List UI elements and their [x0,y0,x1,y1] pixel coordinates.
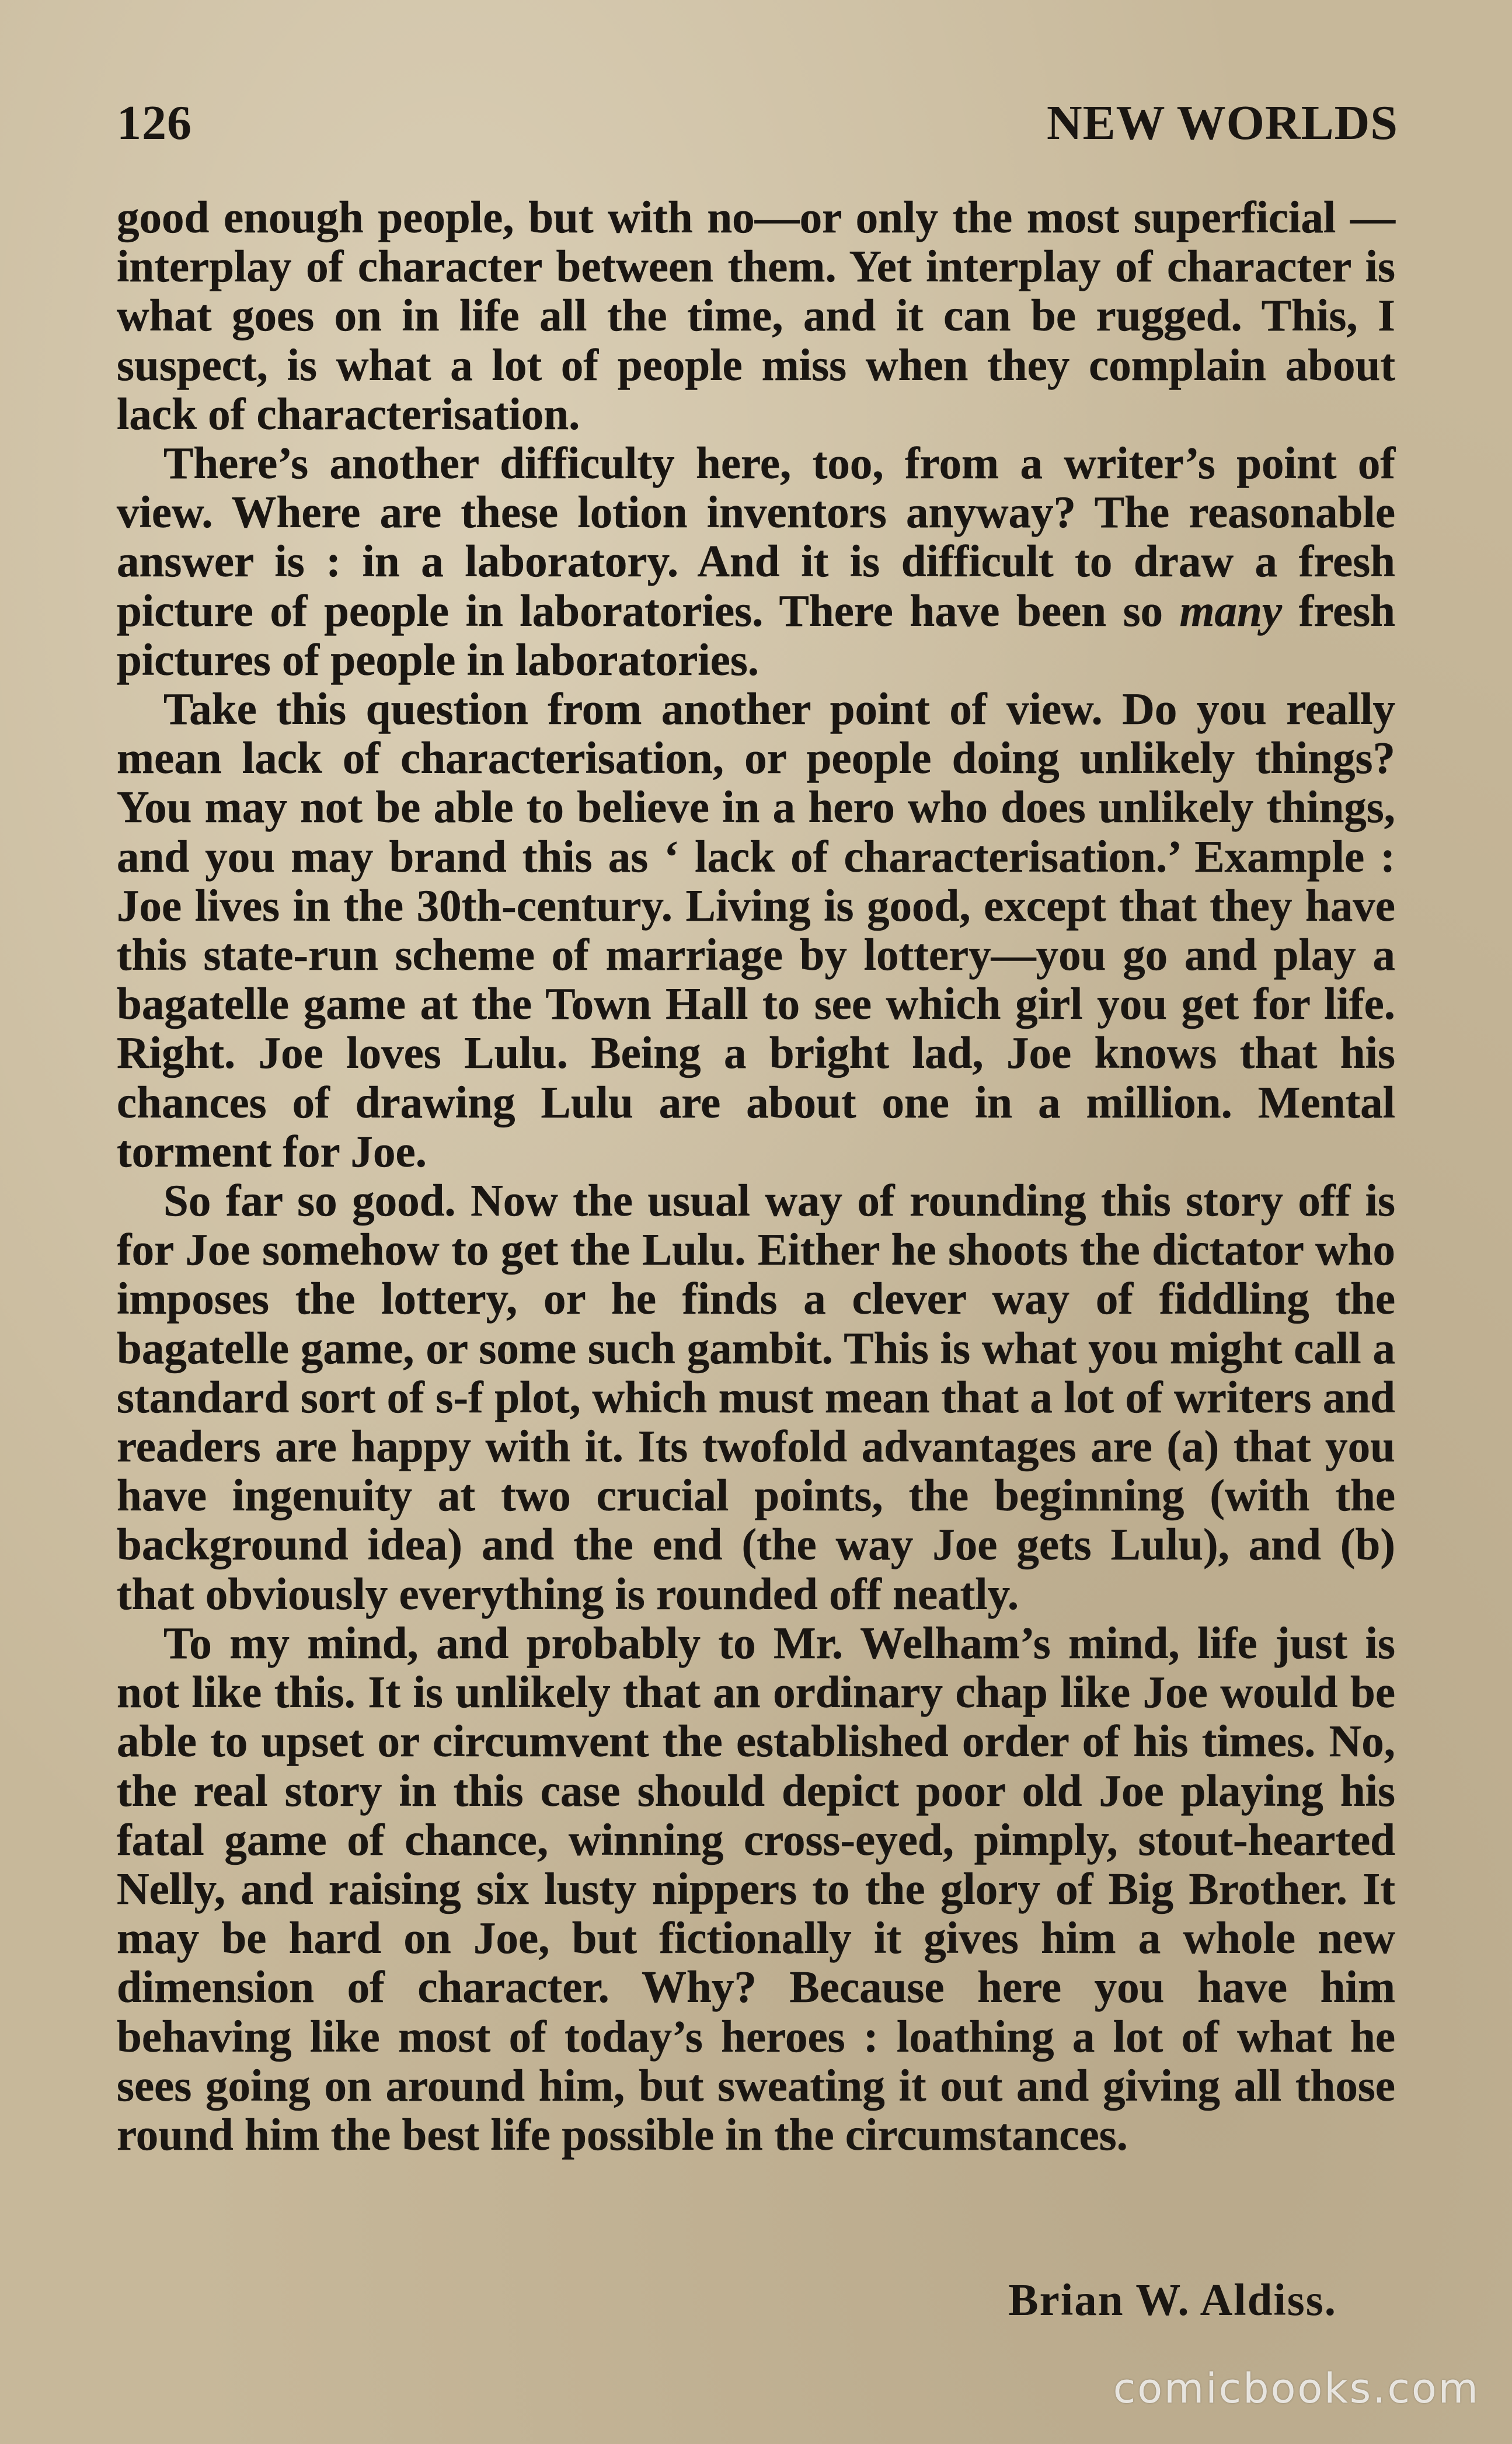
paragraph-2-text: There’s another difficulty here, too, from a writer’s point of view. Where are these lotion inventors anyway? The reasonable answer is : in a laboratory. And it is difficult to draw a fresh picture of people in laboratories. There have [117,438,1395,636]
paragraph-5 [117,1618,1395,2159]
paragraph-4-text: So far so good. Now the usual way of rounding this story off is for Joe somehow to get the Lulu. Either he shoots the dictator who imposes the lottery, or he finds a clever way of fiddling the bagatelle game, or some such gambit. This is what you might call a standard sort of s-f plot, which must mean that a lot of writers and readers are happy with it. Its twofold advantages are (a) that you have ingenuity at two crucial points, the beginning (with the background idea) and the end (the way Joe gets Lulu), and (b) that obviously everything is rounded off neatly. [117,1175,1395,1619]
paragraph-3-text: Take this question from another point of view. Do you really mean lack of characterisation, or people doing unlikely things? You may not be able to believe in a hero who does unlikely things, and you may brand this as ‘ lack of characterisation.’ Example : Joe lives in the 30th-century. Living is good, except that they have this state-run scheme of marriage by lottery—you go and play a bagatelle game at the Town Hall to see which girl you get for life. Right. Joe loves Lulu. Being a bright lad, Joe knows that his chances of drawing Lulu are about one in a million. Mental torment for Joe. [117,684,1395,1176]
running-head [117,88,1398,158]
running-title: NEW WORLDS [1046,95,1398,150]
author-signature: Brian W. Aldiss. [1008,2275,1337,2325]
paragraph-2-continued-before: been so [1016,585,1180,636]
watermark: comicbooks.com [1113,2365,1480,2412]
emphasis-many: many [1179,585,1283,636]
paragraph-3 [117,684,1395,1176]
paragraph-2 [117,438,1395,684]
page-number: 126 [117,95,192,150]
paragraph-2-continued-after: fresh pictures of people in laboratories. [117,585,1395,685]
article-body [117,193,1395,2159]
paragraph-1-text: good enough people, but with no—or only the most superficial —interplay of character between them. Yet interplay of character is what goes on in life all the time, and it can be rugged. This, I suspect, is what a lot of people miss when they complain about lack of characterisation. [117,192,1395,439]
paragraph-4 [117,1176,1395,1618]
paragraph-1 [117,193,1395,438]
paragraph-5-text: To my mind, and probably to Mr. Welham’s mind, life just is not like this. It is unlikely that an ordinary chap like Joe would be able to upset or circumvent the established order of his times. No, the real story in this case should depict poor old Joe playing his fatal game of chance, winning cross-eyed, pimply, stout-hearted Nelly, and raising six lusty nippers to the glory of Big Brother. It may be hard on Joe, but fictionally it gives him a whole new dimension of character. Why? Because here you have him behaving like most of today’s heroes : loathing a lot of what he sees going on around him, but sweating it out and giving all those round him the best life possible in the circumstances. [117,1617,1395,2160]
